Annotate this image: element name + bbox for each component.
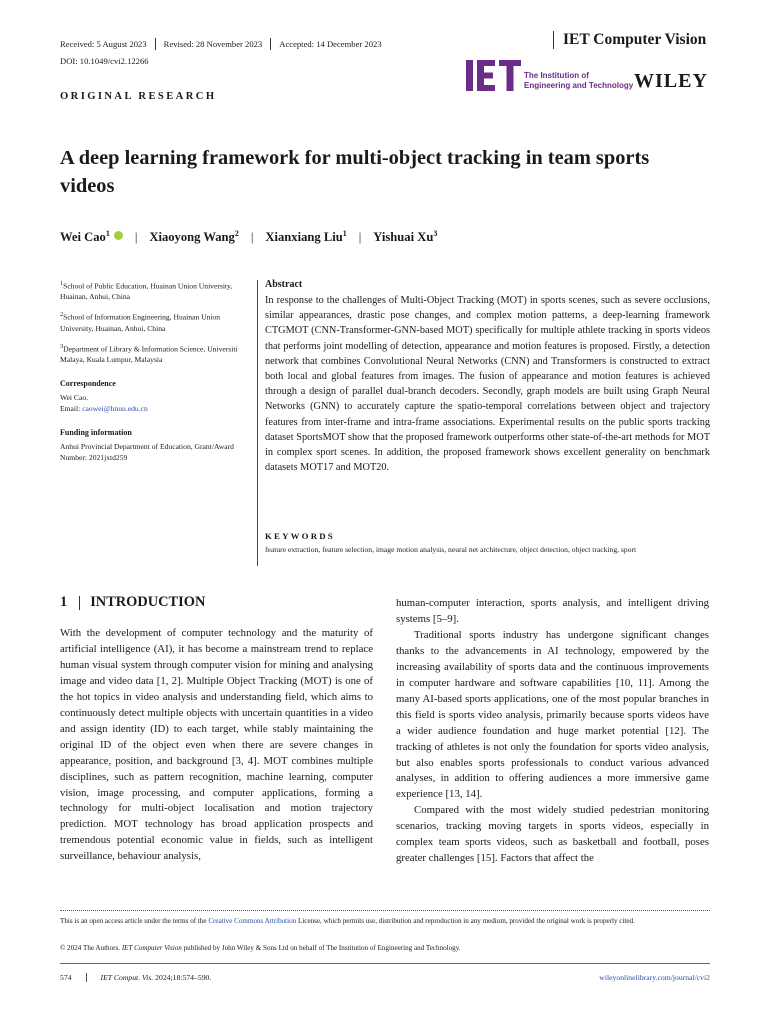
journal-header bbox=[553, 31, 706, 49]
correspondence-name: Wei Cao. bbox=[60, 392, 89, 402]
footnote-divider bbox=[60, 910, 710, 911]
citation: IET Comput. Vis. 2024;18:574–590. bbox=[100, 973, 212, 982]
section-heading bbox=[60, 594, 205, 611]
body-column-left bbox=[60, 626, 373, 865]
paragraph: human-computer interaction, sports analysis, and intelligent driving systems [5–9]. bbox=[396, 597, 709, 625]
author[interactable]: Xiaoyong Wang$^2$ bbox=[149, 229, 239, 245]
page-footer bbox=[60, 973, 710, 982]
journal-name[interactable]: IET Computer Vision bbox=[563, 31, 707, 48]
funding-heading: Funding information bbox=[60, 427, 132, 437]
article-info-sidebar bbox=[60, 279, 250, 463]
email-link[interactable]: caowei@hnuu.edu.cn bbox=[82, 403, 148, 413]
abstract-text: In response to the challenges of Multi-Object Tracking (MOT) in sports scenes, such as severe occlusions, similar appearances, drastic pose changes, and complex motion patterns, a deep-learning framework CTGMOT (CNN-Transformer-GNN-based MOT) specifically for multiple athlete tracking in sports videos that performs joint modelling of detection, appearance and motion features is proposed. Firstly, a detection network that combines Convolutional Neural Networks (CNN) and Transformers is constructed to extract both local and global features from images. The fusion of appearance and motion features is achieved through a design of parallel dual-branch decoders. Secondly, graph models are built using Graph Neural Networks (GNN) to accurately capture the spatio-temporal correlations between object and trajectory features from inter-frame and intra-frame associations. Experimental results on the public sports tracking dataset SportsMOT show that the proposed framework outperforms other state-of-the-art methods for MOT in complex sport scenes. In addition, the proposed framework shows excellent generality on benchmark datasets MOT17 and MOT20. bbox=[265, 295, 710, 474]
divider: | bbox=[358, 230, 362, 245]
section-number: 1 bbox=[60, 594, 68, 610]
correspondence-heading: Correspondence bbox=[60, 379, 116, 389]
accepted-date: Accepted: 14 December 2023 bbox=[279, 39, 382, 49]
author-list bbox=[60, 229, 437, 245]
divider: | bbox=[250, 230, 254, 245]
section-title: INTRODUCTION bbox=[90, 594, 206, 610]
divider bbox=[79, 596, 80, 610]
author[interactable]: Xianxiang Liu$^1$ bbox=[265, 229, 347, 245]
copyright-note: © 2024 The Authors. IET Computer Vision published by John Wiley & Sons Ltd on behalf of The Institution of Engineering and Technology. bbox=[60, 944, 461, 952]
funding-text: Anhui Provincial Department of Education, Grant/Award Number: 2021jxtd259 bbox=[60, 441, 234, 462]
correspondence-email: Email: caowei@hnuu.edu.cn bbox=[60, 403, 148, 413]
license-link[interactable]: Creative Commons Attribution bbox=[208, 917, 297, 925]
author[interactable]: Yishuai Xu$^3$ bbox=[373, 229, 438, 245]
divider bbox=[270, 38, 271, 50]
paragraph: Compared with the most widely studied pedestrian monitoring scenarios, tracking moving targets in sports videos, especially in complex team sports videos, such as basketball and football, poses greater challenges [15]. Factors that affect the bbox=[396, 804, 709, 865]
affiliation: $^1$School of Public Education, Huainan Union University, Huainan, Anhui, China bbox=[60, 280, 233, 302]
divider bbox=[86, 973, 87, 982]
divider bbox=[155, 38, 156, 50]
doi[interactable]: DOI: 10.1049/cvi2.12266 bbox=[60, 56, 149, 66]
paragraph: Traditional sports industry has undergone significant changes thanks to the advancements in AI technology, empowered by the increasing availability of sports data and the continuous improvements in computer hardware and software capabilities [10, 11]. Among the many AI-based sports applications, one of the most popular branches in this field is sports video analysis, primarily because sports videos have a wider audience foundation and huge market potential [12]. The tracking of athletes is not only the foundation for sports video analysis, but also enables sports professionals to conduct various advanced analyses, in addition to offering audiences a more immersive game experience [13, 14]. bbox=[396, 628, 709, 801]
divider bbox=[553, 31, 554, 49]
keywords-text: feature extraction, feature selection, image motion analysis, neural net architecture, object detection, object tracking, sport bbox=[265, 545, 637, 554]
keywords-heading: KEYWORDS bbox=[265, 531, 335, 541]
received-date: Received: 5 August 2023 bbox=[60, 39, 147, 49]
body-column-right bbox=[396, 596, 709, 867]
iet-logo bbox=[466, 59, 522, 92]
journal-url-link[interactable]: wileyonlinelibrary.com/journal/cvi2 bbox=[599, 973, 710, 982]
column-divider bbox=[257, 280, 258, 566]
article-dates bbox=[60, 38, 382, 50]
license-note: This is an open access article under the terms of the Creative Commons Attribution License, which permits use, distribution and reproduction in any medium, provided the original work is properly cited. bbox=[60, 917, 635, 925]
abstract-heading: Abstract bbox=[265, 279, 303, 290]
publisher-logo: WILEY bbox=[634, 70, 708, 92]
revised-date: Revised: 28 November 2023 bbox=[163, 39, 263, 49]
author[interactable]: Wei Cao$^1$ bbox=[60, 229, 110, 245]
article-title: A deep learning framework for multi-object tracking in team sports videos bbox=[60, 147, 650, 197]
affiliation: $^3$Department of Library & Information Science, Universiti Malaya, Kuala Lumpur, Malaysia bbox=[60, 342, 238, 365]
article-type: ORIGINAL RESEARCH bbox=[60, 91, 217, 102]
page-number: 574 bbox=[60, 973, 72, 982]
affiliation: $^2$School of Information Engineering, Huainan Union University, Huainan, Anhui, China bbox=[60, 311, 221, 333]
divider: | bbox=[134, 230, 138, 245]
paragraph: With the development of computer technology and the maturity of artificial intelligence (AI), it has become a mainstream trend to replace human visual system through computer vision for mining and analysing image and video data [1, 2]. Multiple Object Tracking (MOT) is one of the hot topics in video analysis and understanding field, which aims to continuously detect multiple objects with uncertain quantities in a video and assign identity (ID) to each target, while stably maintaining the original ID of the object even when there are severe changes in appearance, position, and background [3, 4]. MOT combines multiple disciplines, such as pattern recognition, machine learning, computer vision, image processing, and computer applications, forming a technology for multi-object localisation and motion trajectory prediction. MOT technology has broad application prospects and tremendous potential economic value in fields, such as intelligent surveillance, behaviour analysis, bbox=[60, 627, 373, 863]
orcid-icon[interactable] bbox=[114, 231, 123, 240]
institution-name: The Institution of Engineering and Technology bbox=[524, 71, 634, 90]
footer-divider bbox=[60, 963, 710, 964]
